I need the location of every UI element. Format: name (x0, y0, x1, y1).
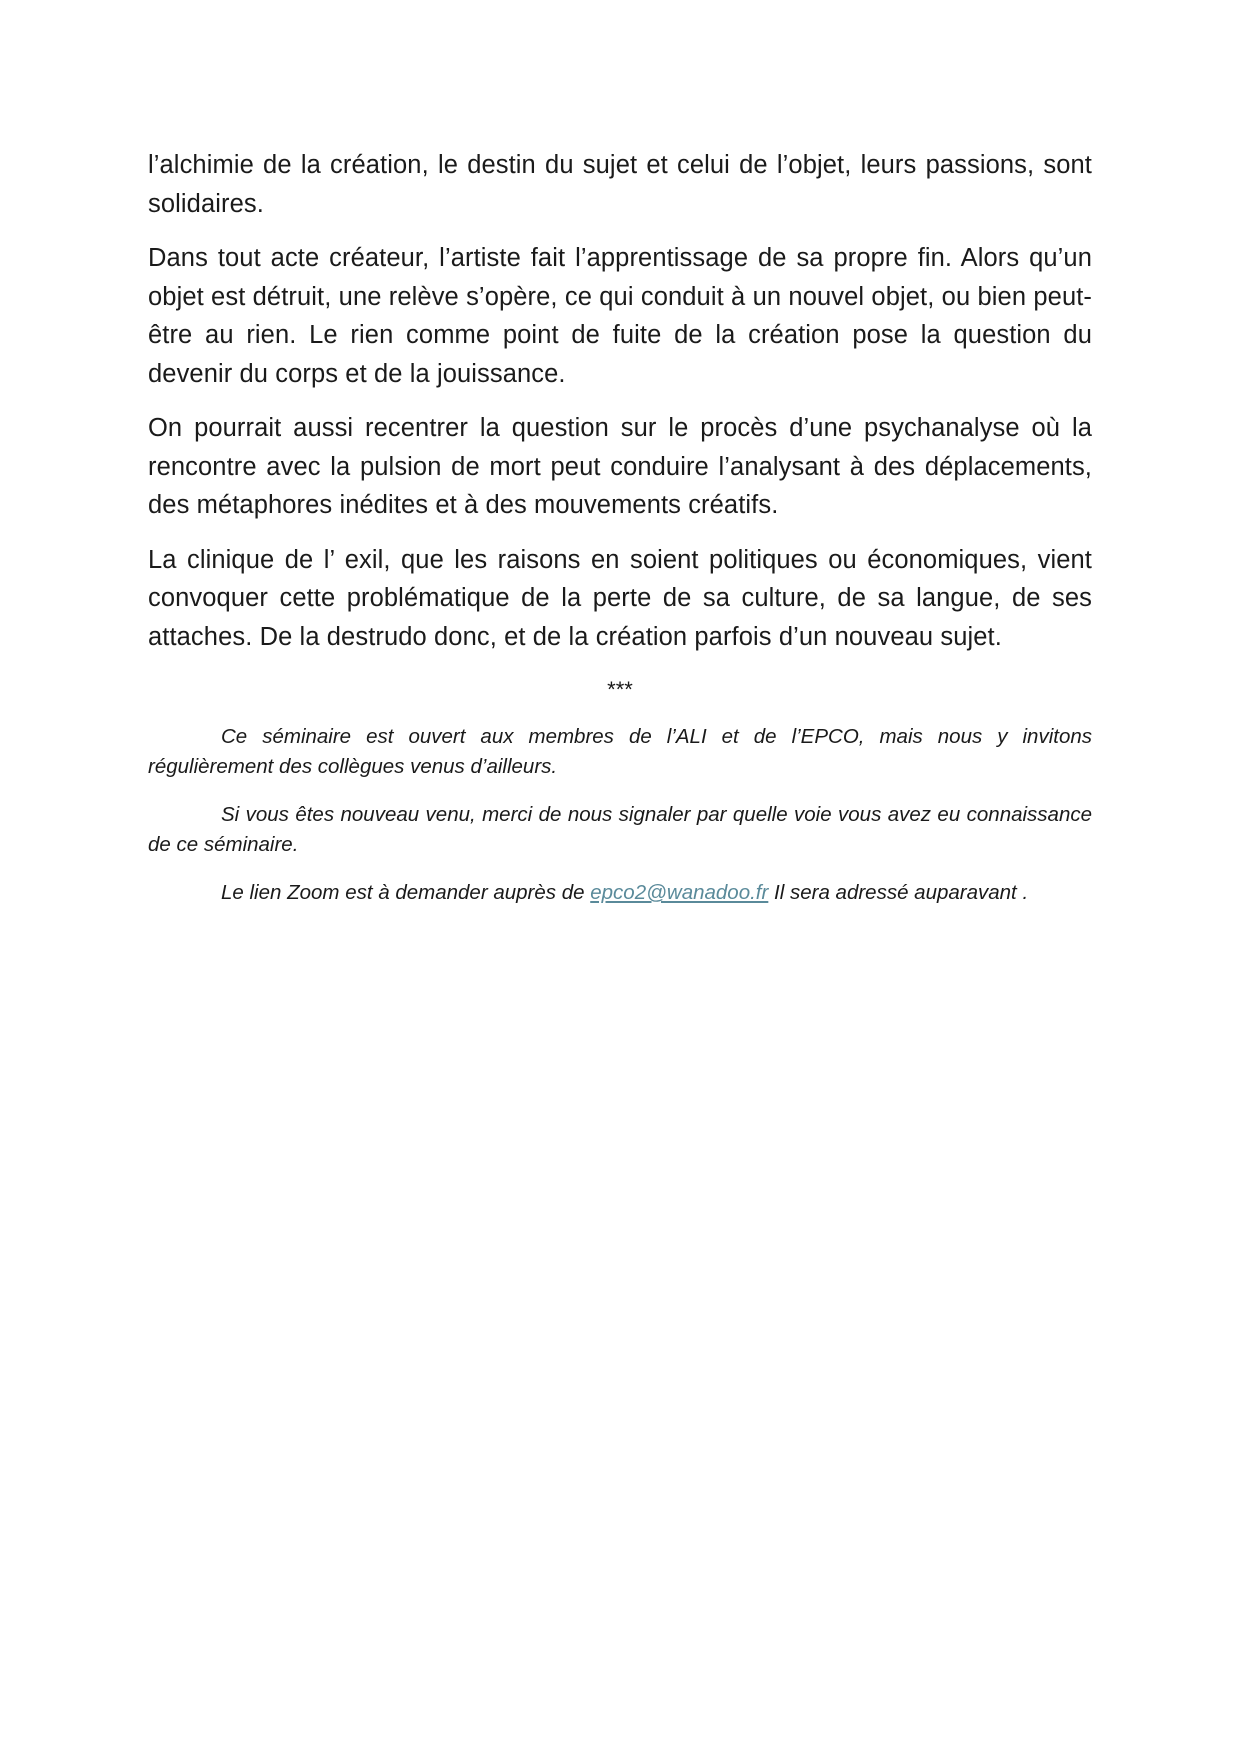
note-new-attendee: Si vous êtes nouveau venu, merci de nous signaler par quelle voie vous avez eu connaissance de ce séminaire. (148, 803, 1092, 856)
paragraph-creation-alchemy: l’alchimie de la création, le destin du sujet et celui de l’objet, leurs passions, sont solidaires. (148, 151, 1092, 218)
note-zoom-text-before: Le lien Zoom est à demander auprès de (221, 881, 591, 904)
note-zoom-text-after: Il sera adressé auparavant . (768, 881, 1029, 904)
note-zoom-link (148, 878, 1092, 908)
section-separator: *** (607, 677, 633, 702)
document-body (148, 146, 1092, 926)
paragraph-creative-act: Dans tout acte créateur, l’artiste fait l’apprentissage de sa propre fin. Alors qu’un objet est détruit, une relève s’opère, ce qui conduit à un nouvel objet, ou bien peut-être au rien. Le rien comme point de fuite de la création pose la question du devenir du corps et de la jouissance. (148, 244, 1092, 388)
note-seminar-open: Ce séminaire est ouvert aux membres de l’ALI et de l’EPCO, mais nous y invitons régulièrement des collègues venus d’ailleurs. (148, 725, 1092, 778)
paragraph-exile-clinic: La clinique de l’ exil, que les raisons en soient politiques ou économiques, vient convoquer cette problématique de la perte de sa culture, de sa langue, de ses attaches. De la destrudo donc, et de la création parfois d’un nouveau sujet. (148, 545, 1092, 651)
email-link[interactable]: epco2@wanadoo.fr (590, 881, 769, 904)
paragraph-psychoanalysis: On pourrait aussi recentrer la question sur le procès d’une psychanalyse où la rencontre avec la pulsion de mort peut conduire l’analysant à des déplacements, des métaphores inédites et à des mouvements créatifs. (148, 414, 1092, 519)
